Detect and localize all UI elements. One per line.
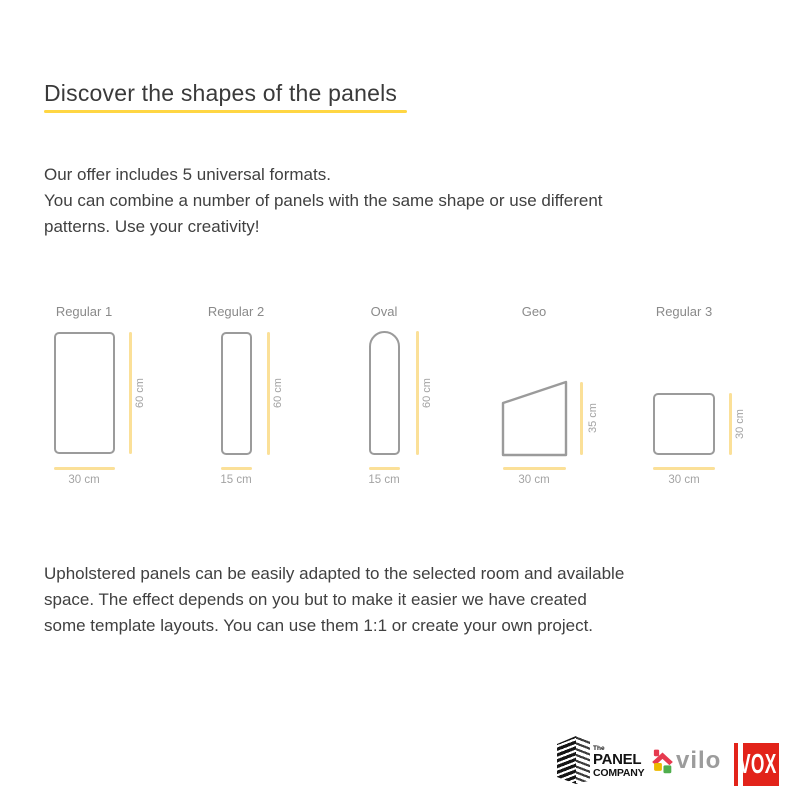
logo-vox: [734, 743, 779, 786]
outro-paragraph: [44, 561, 624, 639]
panel-shape-geo: [500, 377, 572, 459]
panel-name-label: Regular 3: [655, 304, 713, 319]
width-dimension-label: 30 cm: [68, 474, 100, 486]
intro-line: Our offer includes 5 universal formats.: [44, 165, 331, 184]
width-dimension-line: [503, 467, 566, 470]
width-dimension-line: [221, 467, 252, 470]
panel-shape-oval: [369, 331, 400, 455]
page-title: Discover the shapes of the panels: [44, 80, 398, 106]
panel-company-icon-right-face: [576, 736, 590, 784]
width-dimension-line: [653, 467, 715, 470]
intro-line: You can combine a number of panels with the same shape or use different: [44, 191, 603, 210]
panel-name-label: Oval: [370, 304, 398, 319]
height-dimension-label: 60 cm: [421, 378, 433, 408]
outro-line: space. The effect depends on you but to make it easier we have created: [44, 590, 587, 609]
width-dimension-label: 15 cm: [368, 474, 400, 486]
panel-shape-regular-3: [653, 393, 715, 455]
panel-shape-regular-1: [54, 332, 115, 454]
height-dimension-label: 60 cm: [272, 378, 284, 408]
vox-wordmark: VOX: [739, 748, 777, 779]
panel-shape-regular-2: [221, 332, 252, 455]
height-dimension-line: [129, 332, 132, 454]
width-dimension-label: 30 cm: [518, 474, 550, 486]
height-dimension-line: [267, 332, 270, 455]
panel-name-label: Geo: [521, 304, 547, 319]
outro-line: some template layouts. You can use them 1:1 or create your own project.: [44, 616, 594, 635]
panel-company-wordmark: [593, 745, 645, 779]
panel-company-line1: PANEL: [593, 751, 642, 768]
panel-name-label: Regular 2: [207, 304, 265, 319]
panel-company-icon-left-face: [557, 736, 576, 784]
outro-line: Upholstered panels can be easily adapted to the selected room and available: [44, 564, 625, 583]
panel-name-label: Regular 1: [55, 304, 113, 319]
width-dimension-line: [369, 467, 400, 470]
height-dimension-label: 35 cm: [587, 403, 599, 433]
height-dimension-label: 30 cm: [734, 409, 746, 439]
width-dimension-label: 30 cm: [668, 474, 700, 486]
vilo-wordmark: vilo: [676, 747, 722, 774]
height-dimension-label: 60 cm: [134, 378, 146, 408]
panel-company-prefix: The: [593, 745, 605, 752]
logo-vilo: [651, 746, 725, 780]
width-dimension-line: [54, 467, 115, 470]
height-dimension-line: [416, 331, 419, 455]
vilo-house-icon: [651, 748, 674, 777]
panel-company-line2: COMPANY: [593, 767, 645, 779]
intro-line: patterns. Use your creativity!: [44, 217, 260, 236]
height-dimension-line: [580, 382, 583, 455]
height-dimension-line: [729, 393, 732, 455]
logo-panel-company: [557, 736, 645, 786]
width-dimension-label: 15 cm: [220, 474, 252, 486]
